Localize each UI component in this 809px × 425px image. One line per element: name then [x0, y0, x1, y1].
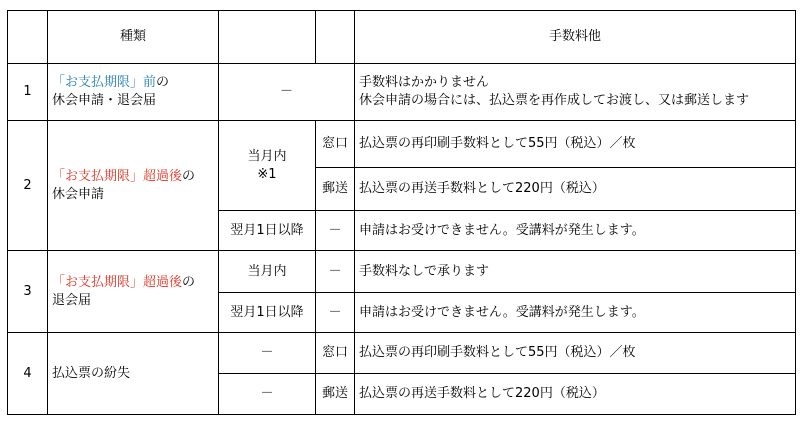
type-line2: 休会申請 — [52, 186, 105, 202]
period-cell: 当月内 — [219, 251, 316, 293]
period-cell: － — [219, 64, 355, 121]
type-line2: 退会届 — [52, 292, 92, 308]
method-cell: － — [316, 293, 355, 333]
period-cell — [219, 121, 316, 211]
type-suffix: の — [156, 75, 170, 90]
method-cell: 郵送 — [316, 168, 355, 211]
fee-cell: 払込票の再印刷手数料として55円（税込）／枚 — [355, 121, 796, 168]
method-cell: － — [316, 211, 355, 251]
table-row — [8, 333, 796, 374]
header-no-cell — [8, 11, 48, 64]
table-row — [8, 251, 796, 293]
fee-cell — [355, 64, 796, 121]
type-suffix: の — [182, 274, 196, 290]
method-cell: 郵送 — [316, 374, 355, 415]
fee-cell: 払込票の再送手数料として220円（税込） — [355, 374, 796, 415]
type-highlight: 「お支払期限」超過後 — [52, 168, 183, 184]
type-line2: 休会申請・退会届 — [52, 93, 157, 108]
type-cell — [48, 251, 219, 333]
header-fee-cell: 手数料他 — [355, 11, 796, 64]
fee-cell: 払込票の再送手数料として220円（税込） — [355, 168, 796, 211]
period-cell: － — [219, 374, 316, 415]
method-cell: － — [316, 251, 355, 293]
type-highlight: 「お支払期限」前 — [52, 75, 157, 90]
row-number: 3 — [8, 251, 48, 333]
period-cell: 翌月1日以降 — [219, 293, 316, 333]
type-cell — [48, 121, 219, 251]
table-row — [8, 64, 796, 121]
method-cell: 窓口 — [316, 333, 355, 374]
fee-cell: 払込票の再印刷手数料として55円（税込）／枚 — [355, 333, 796, 374]
fee-cell: 申請はお受けできません。受講料が発生します。 — [355, 211, 796, 251]
fee-line: 休会申請の場合には、払込票を再作成してお渡し、又は郵送します — [359, 93, 750, 108]
header-method-cell — [316, 11, 355, 64]
type-suffix: の — [182, 168, 196, 184]
type-cell — [48, 64, 219, 121]
fee-cell: 申請はお受けできません。受講料が発生します。 — [355, 293, 796, 333]
period-cell: － — [219, 333, 316, 374]
period-label: 当月内 — [247, 148, 287, 164]
period-cell: 翌月1日以降 — [219, 211, 316, 251]
row-number: 2 — [8, 121, 48, 251]
type-cell: 払込票の紛失 — [48, 333, 219, 415]
header-type-cell: 種類 — [48, 11, 219, 64]
table-row — [8, 121, 796, 168]
period-note: ※1 — [257, 166, 277, 182]
row-number: 1 — [8, 64, 48, 121]
row-number: 4 — [8, 333, 48, 415]
fee-cell: 手数料なしで承ります — [355, 251, 796, 293]
fee-table — [7, 10, 796, 415]
fee-line: 手数料はかかりません — [359, 75, 490, 90]
type-highlight: 「お支払期限」超過後 — [52, 274, 183, 290]
table-header-row — [8, 11, 796, 64]
method-cell: 窓口 — [316, 121, 355, 168]
header-period-cell — [219, 11, 316, 64]
